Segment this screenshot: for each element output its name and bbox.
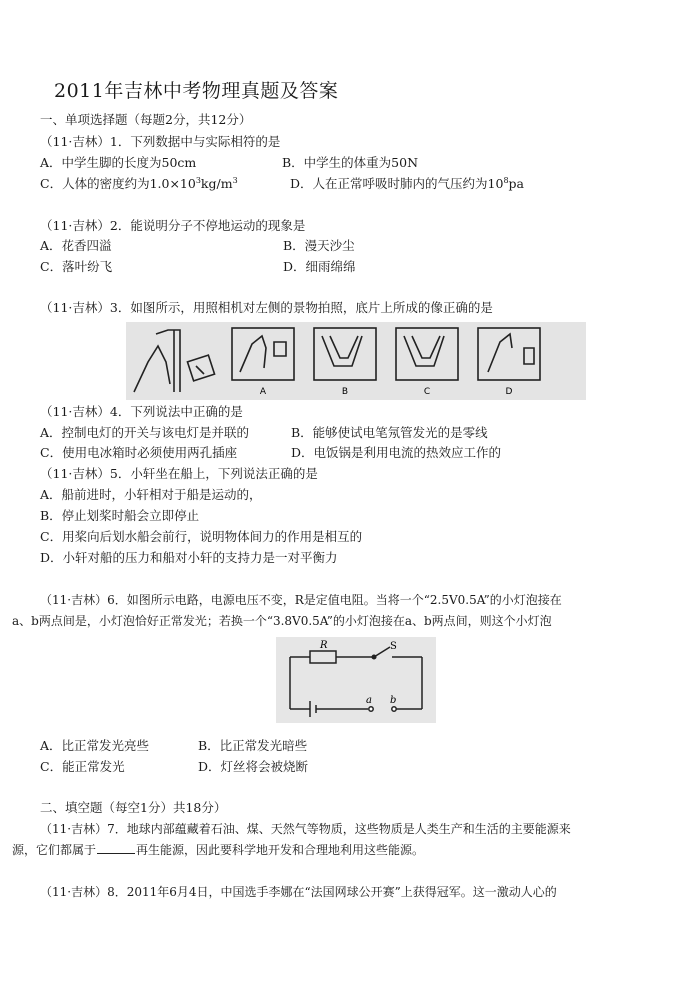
q1-option-c-text: C．人体的密度约为1.0×10 (40, 176, 196, 191)
q1-option-d-exp: 8 (503, 175, 509, 185)
q7-line-1: （11·吉林）7．地球内部蕴藏着石油、煤、天然气等物质，这些物质是人类生产和生活的主要能源来 (40, 822, 571, 836)
q7-line-2-post: 再生能源，因此要科学地开发和合理地利用这些能源。 (136, 843, 425, 857)
q4-stem: （11·吉林）4．下列说法中正确的是 (40, 404, 243, 419)
q4-option-a: A．控制电灯的开关与该电灯是并联的 (40, 425, 250, 440)
q5-option-a: A．船前进时，小轩相对于船是运动的， (40, 487, 262, 502)
q6-label-b: b (390, 695, 397, 706)
q6-option-c: C．能正常发光 (40, 759, 125, 774)
q2-option-b: B．漫天沙尘 (283, 238, 355, 253)
q3-label-b: B (341, 387, 349, 397)
q1-option-c (40, 176, 238, 192)
q3-label-c: C (423, 387, 431, 397)
q2-option-d: D．细雨绵绵 (283, 259, 356, 274)
q7-line-2 (12, 842, 424, 858)
q1-option-c-exp2: 3 (232, 175, 238, 185)
q3-label-a: A (259, 387, 267, 397)
q4-option-c: C．使用电冰箱时必须使用两孔插座 (40, 445, 238, 460)
q5-stem: （11·吉林）5．小轩坐在船上，下列说法正确的是 (40, 466, 318, 481)
section-1-heading: 一、单项选择题（每题2分，共12分） (40, 112, 252, 127)
q1-option-d-unit: pa (508, 176, 524, 191)
q2-stem: （11·吉林）2．能说明分子不停地运动的现象是 (40, 218, 306, 233)
q1-option-a: A．中学生脚的长度为50cm (40, 155, 197, 170)
q5-option-d: D．小轩对船的压力和船对小轩的支持力是一对平衡力 (40, 550, 338, 565)
q5-option-c: C．用桨向后划水船会前行，说明物体间力的作用是相互的 (40, 529, 363, 544)
q5-option-b: B．停止划桨时船会立即停止 (40, 508, 200, 523)
q1-option-c-exp: 3 (195, 175, 201, 185)
q6-option-d: D．灯丝将会被烧断 (198, 759, 309, 774)
q6-stem-line-2: a、b两点间是，小灯泡恰好正常发光；若换一个“3.8V0.5A”的小灯泡接在a、b两点间，则这个小灯泡 (12, 614, 552, 628)
page-title: 2011年吉林中考物理真题及答案 (54, 80, 339, 102)
q1-option-b: B．中学生的体重为50N (282, 155, 419, 170)
q6-label-s: S (390, 641, 397, 652)
q8-line-1: （11·吉林）8．2011年6月4日，中国选手李娜在“法国网球公开赛”上获得冠军。这一激动人心的 (40, 885, 557, 899)
q3-label-d: D (505, 387, 513, 397)
q7-answer-blank[interactable] (97, 842, 135, 854)
q2-option-c: C．落叶纷飞 (40, 259, 113, 274)
q4-option-b: B．能够使试电笔氖管发光的是零线 (291, 425, 488, 440)
q6-label-a: a (366, 695, 372, 706)
q4-option-d: D．电饭锅是利用电流的热效应工作的 (291, 445, 502, 460)
q6-option-b: B．比正常发光暗些 (198, 738, 308, 753)
q6-option-a: A．比正常发光亮些 (40, 738, 150, 753)
q1-option-c-unit: kg/m (200, 176, 233, 191)
q1-option-d-text: D．人在正常呼吸时肺内的气压约为10 (290, 176, 504, 191)
q1-option-d (290, 176, 524, 192)
q6-stem-line-1: （11·吉林）6．如图所示电路，电源电压不变，R是定值电阻。当将一个“2.5V0.5A”的小灯泡接在 (40, 593, 562, 607)
q2-option-a: A．花香四溢 (40, 238, 112, 253)
q6-circuit-figure (276, 637, 436, 723)
q3-camera-figure (126, 322, 586, 400)
q7-line-2-pre: 源，它们都属于 (12, 843, 97, 857)
q3-stem: （11·吉林）3．如图所示，用照相机对左侧的景物拍照，底片上所成的像正确的是 (40, 300, 493, 315)
q6-label-r: R (320, 640, 328, 651)
section-2-heading: 二、填空题（每空1分）共18分） (40, 800, 227, 815)
q1-stem: （11·吉林）1．下列数据中与实际相符的是 (40, 134, 281, 149)
